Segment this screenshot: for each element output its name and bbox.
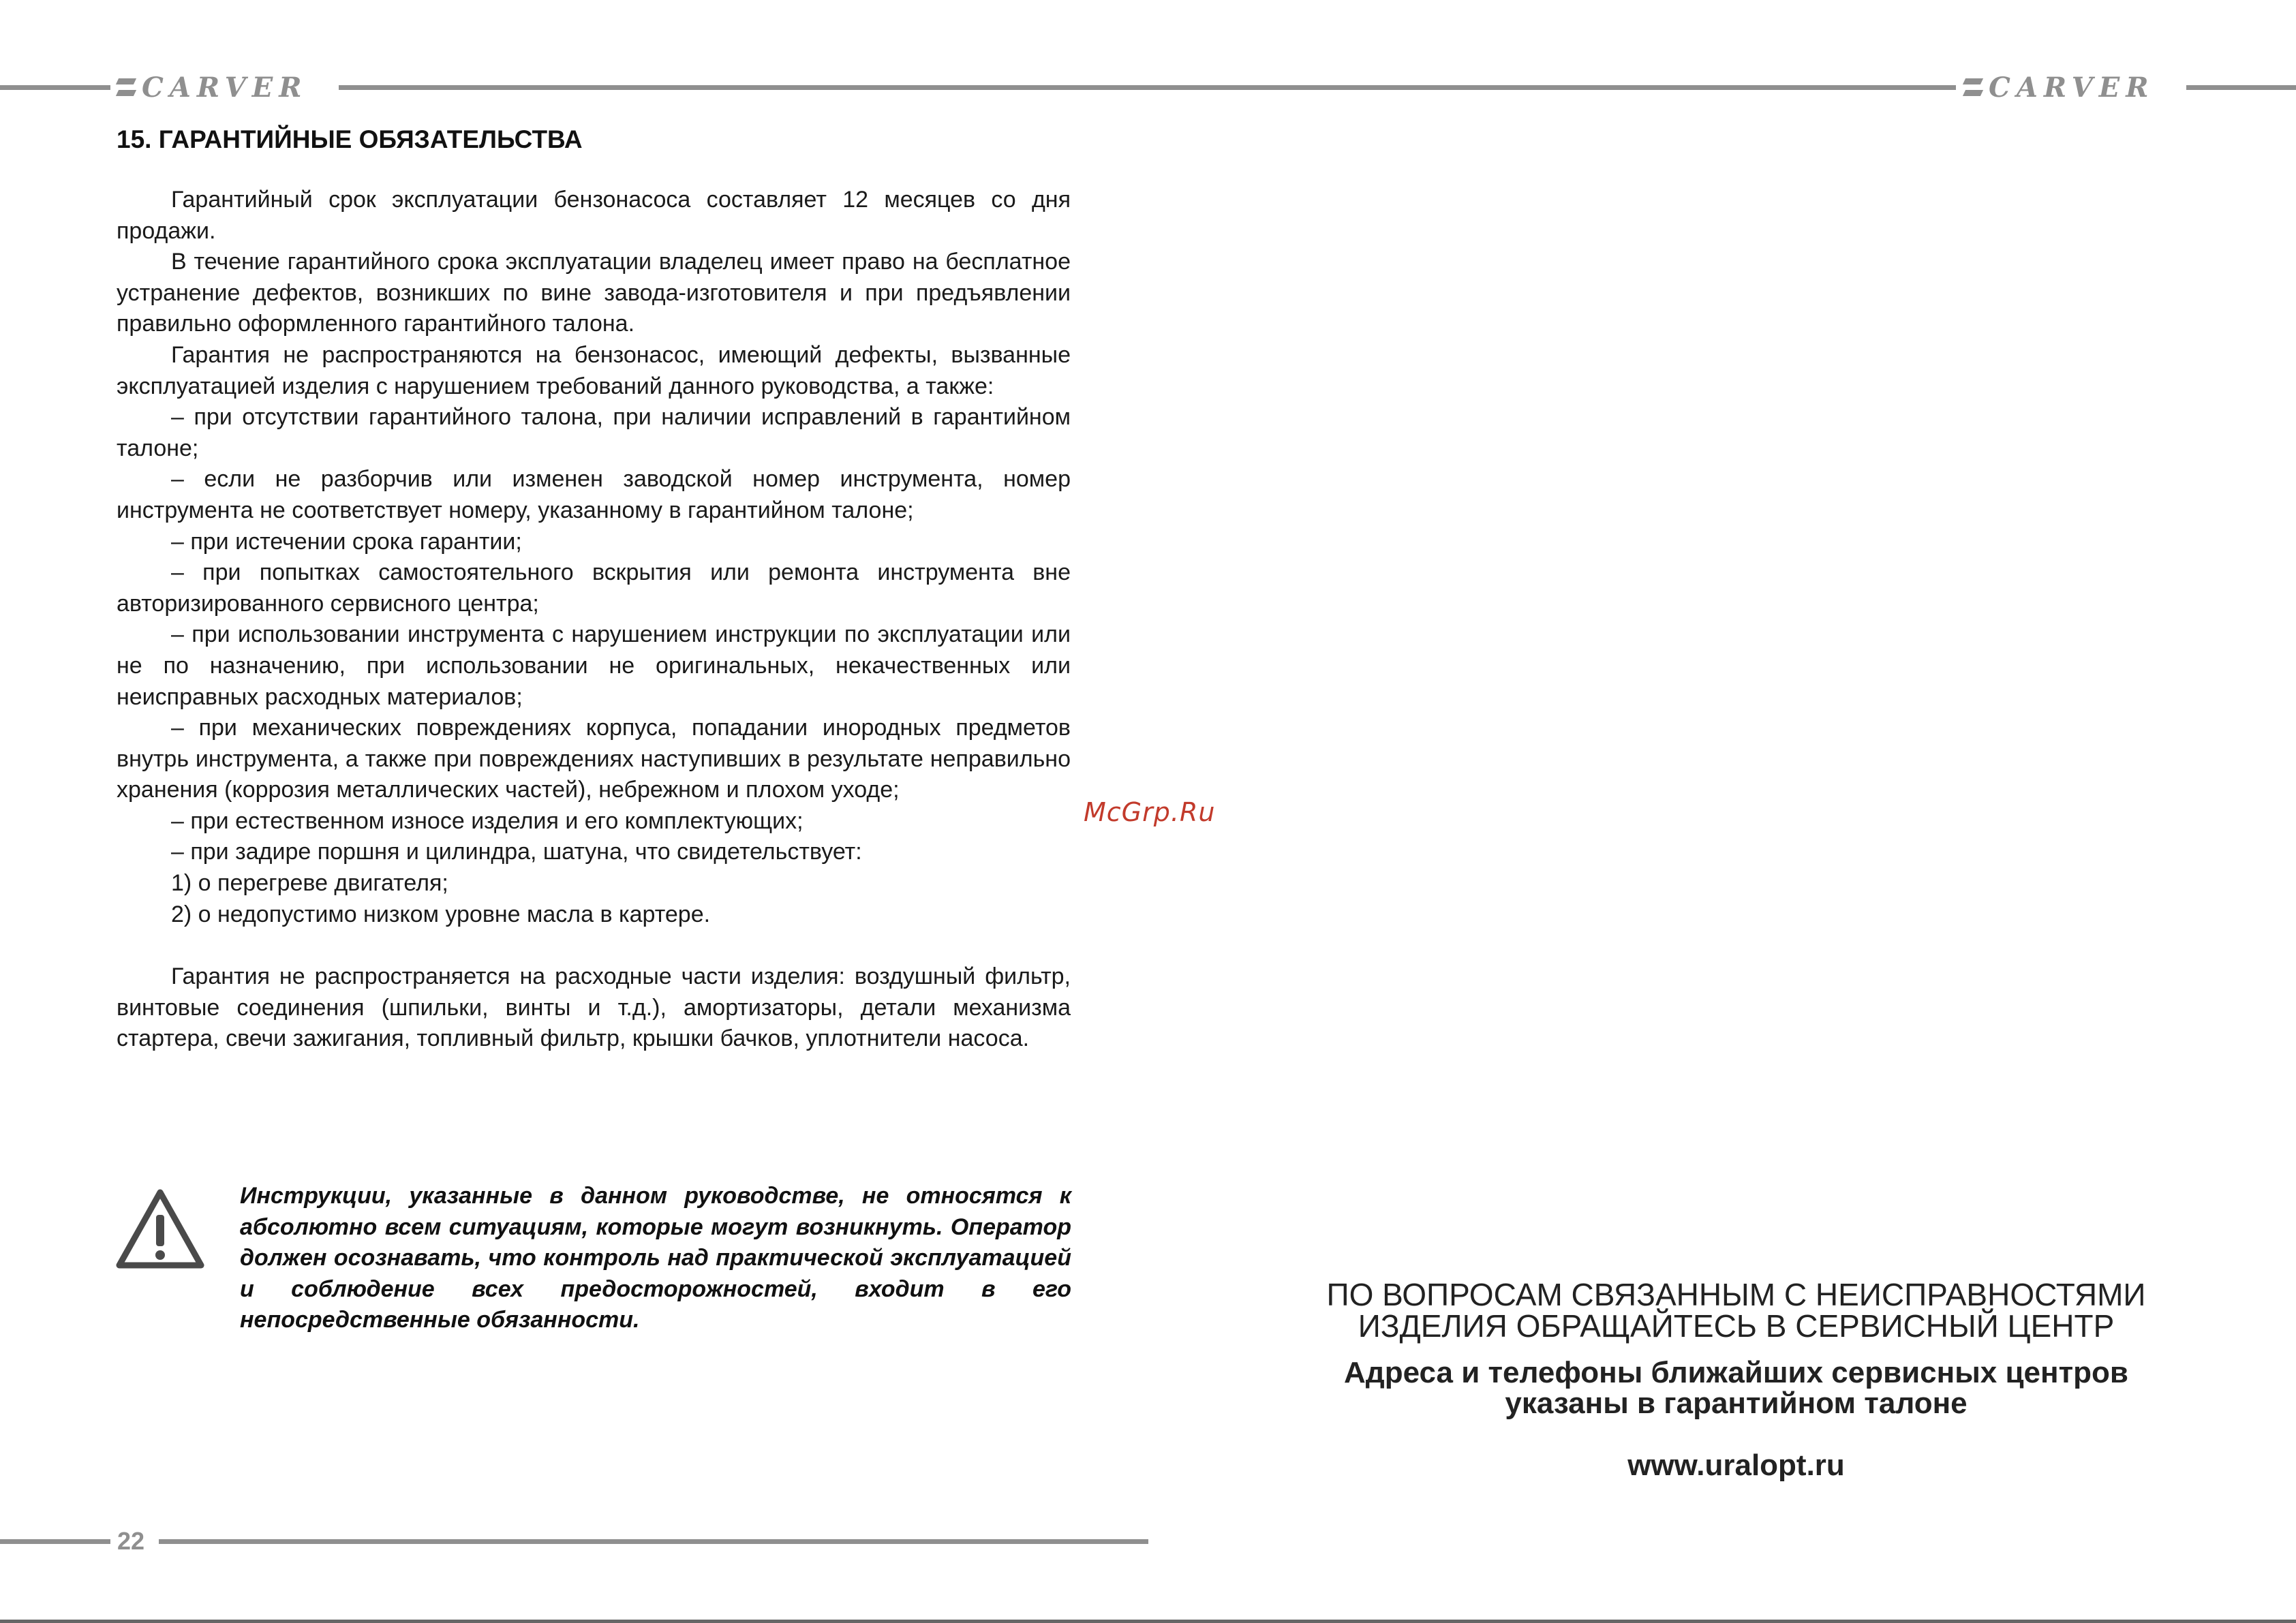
carver-logo-left (117, 71, 308, 104)
carver-mark-icon (117, 78, 135, 96)
list-item: – при естественном износе изделия и его комплектующих; (171, 807, 803, 834)
list-item: 2) о недопустимо низком уровне масла в картере. (171, 901, 711, 927)
watermark: McGrp.Ru (1084, 797, 1216, 827)
warning-text: Инструкции, указанные в данном руководстве, не относятся к абсолютно всем ситуациям, которые могут возникнуть. Оператор должен осознавать, что контроль над практической эксплуатацией и соблюдение всех предосторожностей, входит в его непосредственные обязанности. (240, 1183, 1071, 1333)
service-contacts (1281, 1357, 2191, 1419)
service-notice (1281, 1279, 2191, 1342)
list-item: – если не разборчив или изменен заводской номер инструмента, номер инструмента не соответствует номеру, указанному в гарантийном талоне; (117, 466, 1071, 523)
list-item: – при задире поршня и цилиндра, шатуна, что свидетельствует: (171, 839, 862, 865)
paragraph: Гарантия не распространяются на бензонасос, имеющий дефекты, вызванные эксплуатацией изделия с нарушением требований данного руководства, а также: (117, 341, 1071, 399)
brand-text-right: CARVER (1989, 71, 2155, 104)
brand-text-left: CARVER (142, 71, 308, 104)
website-link[interactable]: www.uralopt.ru (1627, 1449, 1845, 1482)
list-item: – при механических повреждениях корпуса, попадании инородных предметов внутрь инструмента, а также при повреждениях наступивших в результате неправильно хранения (коррозия металлических частей), небрежном и плохом уходе; (117, 715, 1071, 803)
header-rule-left (0, 85, 110, 90)
list-item: – при попытках самостоятельного вскрытия или ремонта инструмента вне авторизированного сервисного центра; (117, 559, 1071, 617)
page-number: 22 (117, 1527, 145, 1555)
footer-rule-left (0, 1539, 110, 1544)
warranty-text (117, 185, 1071, 1055)
carver-mark-icon (1964, 78, 1982, 96)
list-item: 1) о перегреве двигателя; (171, 870, 448, 897)
bottom-border (0, 1620, 2296, 1623)
list-item: – при использовании инструмента с нарушением инструкции по эксплуатации или не по назначению, при использовании не оригинальных, некачественных или неисправных расходных материалов; (117, 621, 1071, 710)
header-rule-right (2186, 85, 2296, 90)
paragraph: Гарантийный срок эксплуатации бензонасоса составляет 12 месяцев со дня продажи. (117, 187, 1071, 244)
service-line-2: ИЗДЕЛИЯ ОБРАЩАЙТЕСЬ В СЕРВИСНЫЙ ЦЕНТР (1358, 1308, 2115, 1344)
carver-logo-right (1964, 71, 2155, 104)
service-line-4: указаны в гарантийном талоне (1505, 1387, 1968, 1420)
list-item: – при отсутствии гарантийного талона, при наличии исправлений в гарантийном талоне; (117, 404, 1071, 461)
service-line-1: ПО ВОПРОСАМ СВЯЗАННЫМ С НЕИСПРАВНОСТЯМИ (1326, 1277, 2146, 1312)
warning-icon (116, 1189, 204, 1269)
section-title: 15. ГАРАНТИЙНЫЕ ОБЯЗАТЕЛЬСТВА (117, 125, 583, 153)
service-line-3: Адреса и телефоны ближайших сервисных центров (1344, 1356, 2128, 1389)
paragraph: Гарантия не распространяется на расходные части изделия: воздушный фильтр, винтовые соединения (шпильки, винты и т.д.), амортизаторы, детали механизма стартера, свечи зажигания, топливный фильтр, крышки бачков, уплотнители насоса. (117, 963, 1071, 1052)
list-item: – при истечении срока гарантии; (171, 528, 522, 555)
header-rule-middle (339, 85, 1956, 90)
footer-rule-main (159, 1539, 1148, 1544)
paragraph: В течение гарантийного срока эксплуатации владелец имеет право на бесплатное устранение дефектов, возникших по вине завода-изготовителя и при предъявлении правильно оформленного гарантийного талона. (117, 249, 1071, 337)
